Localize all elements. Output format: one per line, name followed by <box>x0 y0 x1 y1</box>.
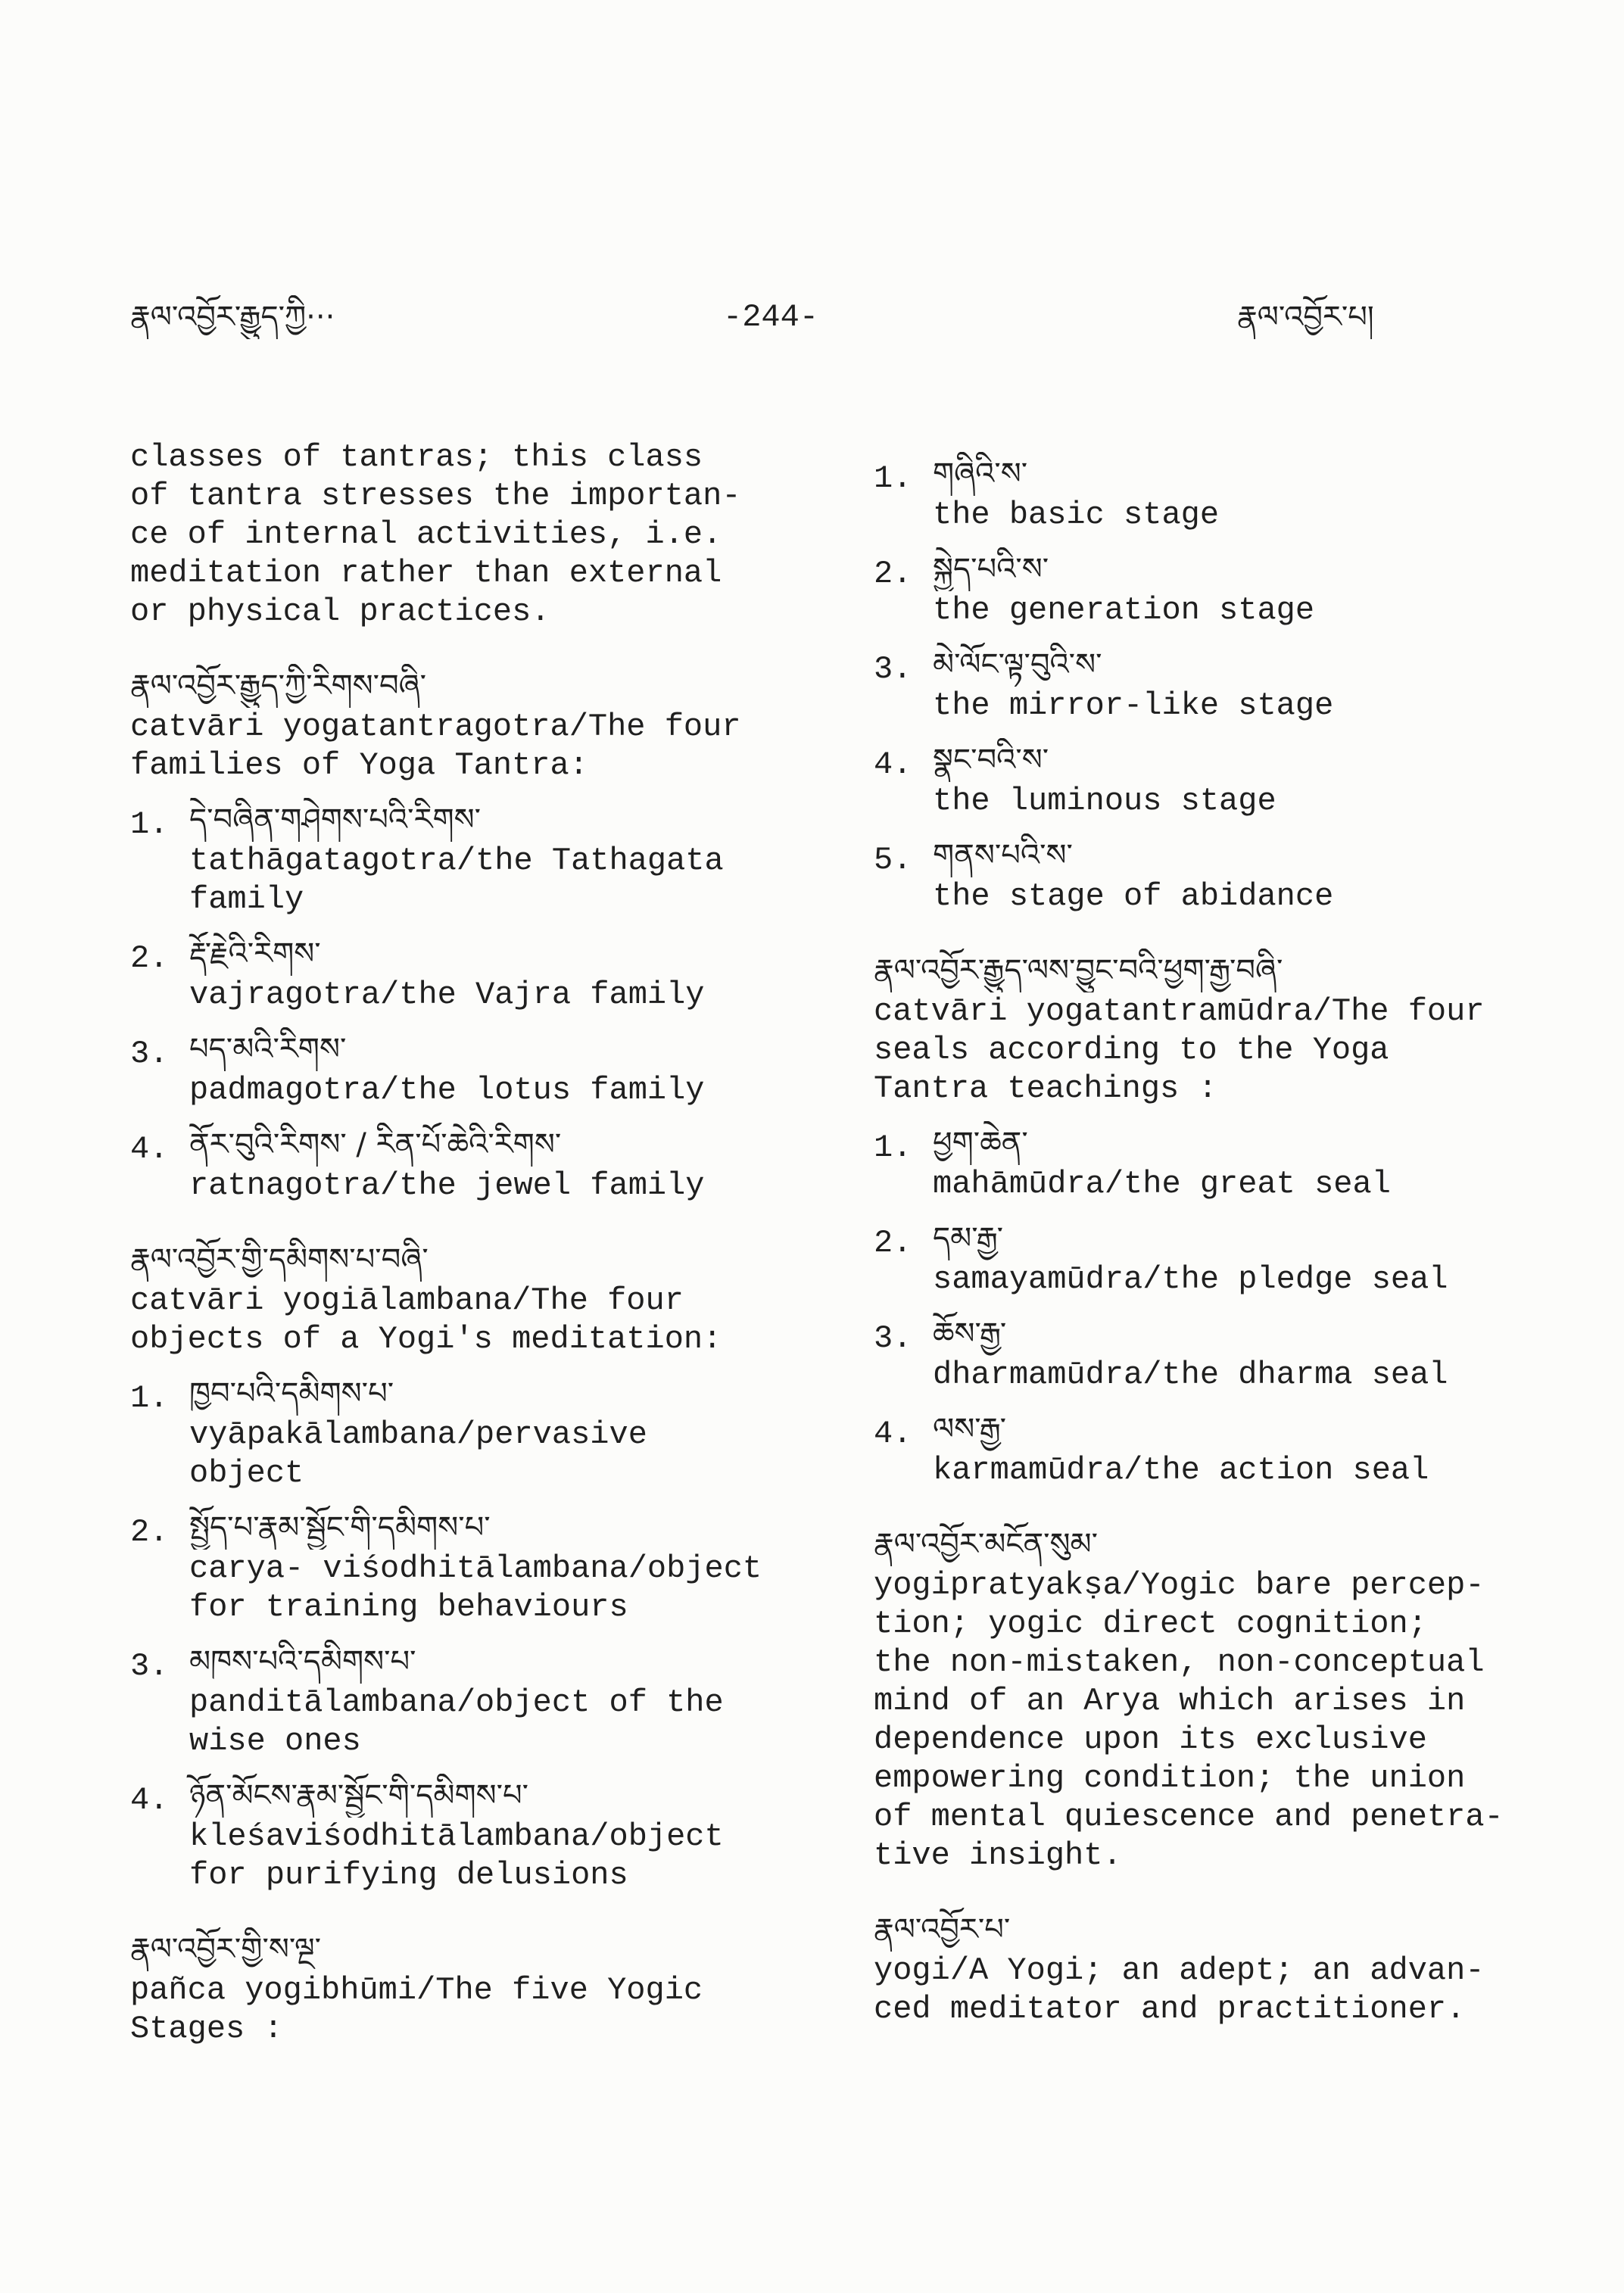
item-gloss-line: mahāmūdra/the great seal <box>933 1166 1391 1202</box>
definition-line: dependence upon its exclusive <box>874 1721 1427 1758</box>
item-gloss-line: panditālambana/object of the <box>189 1684 724 1721</box>
entry-term: རྣལ་འབྱོར་རྒྱུད་ཀྱི་རིགས་བཞི་ <box>130 668 427 703</box>
item-gloss-line: kleśaviśodhitālambana/object <box>189 1818 724 1855</box>
item-number: 2. <box>130 1514 169 1550</box>
definition-line: the non-mistaken, non-conceptual <box>874 1644 1485 1681</box>
entry-term: རྣལ་འབྱོར་པ་ <box>874 1912 1011 1947</box>
item-number: 2. <box>874 556 912 591</box>
item-term: ནོར་བུའི་རིགས་ / རིན་པོ་ཆེའི་རིགས་ <box>189 1127 562 1162</box>
item-number: 3. <box>874 651 912 687</box>
continued-text-line: classes of tantras; this class <box>130 439 703 475</box>
definition-line: families of Yoga Tantra: <box>130 747 588 784</box>
item-term: མཁས་པའི་དམིགས་པ་ <box>189 1644 416 1679</box>
list-item-heading <box>874 1121 1585 1165</box>
item-term: གནས་པའི་ས་ <box>933 838 1073 873</box>
item-term: གཞིའི་ས་ <box>933 456 1028 491</box>
item-term: ལས་རྒྱ་ <box>933 1412 1006 1447</box>
definition-line: catvāri yogiālambana/The four <box>130 1282 684 1319</box>
entry-term: རྣལ་འབྱོར་མངོན་སུམ་ <box>874 1527 1098 1562</box>
list-item-heading <box>130 1774 842 1818</box>
list-item-heading <box>874 738 1585 782</box>
list-item-heading <box>874 452 1585 496</box>
item-gloss-line: family <box>189 881 304 918</box>
item-gloss-line: tathāgatagotra/the Tathagata <box>189 843 724 879</box>
list-item-heading <box>130 798 842 842</box>
list-item-heading <box>874 1407 1585 1451</box>
list-item-heading <box>130 1372 842 1416</box>
continued-text-line: of tantra stresses the importan- <box>130 478 741 514</box>
item-gloss-line: padmagotra/the lotus family <box>189 1072 705 1108</box>
item-number: 4. <box>130 1131 169 1167</box>
item-gloss-line: the luminous stage <box>933 783 1276 819</box>
entry-term: རྣལ་འབྱོར་གྱི་ས་ལྔ་ <box>130 1932 322 1967</box>
item-number: 4. <box>130 1782 169 1818</box>
entry-term: རྣལ་འབྱོར་གྱི་དམིགས་པ་བཞི་ <box>130 1242 429 1277</box>
item-number: 4. <box>874 746 912 782</box>
item-term: ཁྱབ་པའི་དམིགས་པ་ <box>189 1376 394 1411</box>
item-term: པད་མའི་རིགས་ <box>189 1032 347 1067</box>
item-gloss-line: for purifying delusions <box>189 1857 628 1893</box>
running-head-left: རྣལ་འབྱོར་རྒྱུད་ཀྱི··· <box>130 300 335 335</box>
running-head-right: རྣལ་འབྱོར་པ། <box>1237 300 1374 335</box>
item-gloss-line: the stage of abidance <box>933 878 1334 914</box>
item-gloss-line: vajragotra/the Vajra family <box>189 977 705 1013</box>
definition-line: empowering condition; the union <box>874 1760 1466 1796</box>
item-gloss-line: the basic stage <box>933 497 1220 533</box>
item-term: སྤྱོད་པ་རྣམ་སྦྱོང་གི་དམིགས་པ་ <box>189 1510 491 1545</box>
definition-line: of mental quiescence and penetra- <box>874 1799 1504 1835</box>
item-term: དེ་བཞིན་གཤེགས་པའི་རིགས་ <box>189 802 481 837</box>
left-column <box>130 438 842 2048</box>
item-gloss-line: carya- viśodhitālambana/object <box>189 1550 762 1587</box>
entry-term: རྣལ་འབྱོར་རྒྱུད་ལས་བྱུང་བའི་ཕྱག་རྒྱ་བཞི་ <box>874 953 1283 988</box>
definition-line: catvāri yogatantragotra/The four <box>130 709 741 745</box>
list-item-heading <box>130 1027 842 1071</box>
definition-line: seals according to the Yoga <box>874 1032 1389 1068</box>
definition-line: mind of an Arya which arises in <box>874 1683 1466 1719</box>
item-gloss-line: the mirror-like stage <box>933 687 1334 724</box>
definition-line: tive insight. <box>874 1837 1122 1874</box>
item-number: 1. <box>130 1380 169 1416</box>
item-gloss-line: for training behaviours <box>189 1589 628 1625</box>
list-item-heading <box>874 547 1585 591</box>
list-item-heading <box>130 1506 842 1550</box>
item-term: སྐྱེད་པའི་ས་ <box>933 552 1049 587</box>
definition-line: ced meditator and practitioner. <box>874 1991 1466 2027</box>
definition-line: objects of a Yogi's meditation: <box>130 1321 722 1357</box>
item-term: སྣང་བའི་ས་ <box>933 743 1049 777</box>
continued-text-line: ce of internal activities, i.e. <box>130 516 722 553</box>
item-number: 1. <box>874 1129 912 1165</box>
item-number: 1. <box>874 460 912 496</box>
list-item-heading <box>130 1123 842 1167</box>
item-term: དམ་རྒྱ་ <box>933 1221 1003 1256</box>
item-term: ཉོན་མོངས་རྣམ་སྦྱོང་གི་དམིགས་པ་ <box>189 1778 529 1813</box>
item-gloss-line: samayamūdra/the pledge seal <box>933 1261 1448 1298</box>
right-column <box>874 452 1585 2029</box>
definition-line: tion; yogic direct cognition; <box>874 1606 1427 1642</box>
list-item-heading <box>874 1217 1585 1260</box>
item-number: 5. <box>874 842 912 877</box>
item-gloss-line: karmamūdra/the action seal <box>933 1452 1429 1488</box>
item-term: ཕྱག་ཆེན་ <box>933 1126 1028 1161</box>
page-number: -244- <box>723 299 819 335</box>
list-item-heading <box>130 932 842 976</box>
item-number: 1. <box>130 806 169 842</box>
definition-line: catvāri yogatantramūdra/The four <box>874 993 1485 1030</box>
item-number: 3. <box>130 1036 169 1071</box>
item-gloss-line: wise ones <box>189 1723 361 1759</box>
continued-text-line: meditation rather than external <box>130 555 722 591</box>
item-number: 4. <box>874 1416 912 1451</box>
item-gloss-line: ratnagotra/the jewel family <box>189 1167 705 1204</box>
definition-line: yogi/A Yogi; an adept; an advan- <box>874 1952 1485 1989</box>
item-gloss-line: object <box>189 1455 304 1491</box>
item-number: 3. <box>874 1320 912 1356</box>
list-item-heading <box>874 1312 1585 1356</box>
item-gloss-line: vyāpakālambana/pervasive <box>189 1416 647 1453</box>
item-gloss-line: dharmamūdra/the dharma seal <box>933 1357 1448 1393</box>
list-item-heading <box>130 1640 842 1684</box>
list-item-heading <box>874 643 1585 687</box>
continued-text-line: or physical practices. <box>130 594 550 630</box>
definition-line: Stages : <box>130 2011 283 2047</box>
definition-line: Tantra teachings : <box>874 1070 1217 1107</box>
item-number: 3. <box>130 1648 169 1684</box>
item-term: རྡོ་རྗེའི་རིགས་ <box>189 936 321 971</box>
item-number: 2. <box>874 1225 912 1260</box>
item-term: ཆོས་རྒྱ་ <box>933 1316 1007 1351</box>
definition-line: yogipratyakṣa/Yogic bare percep- <box>874 1567 1485 1603</box>
item-gloss-line: the generation stage <box>933 592 1315 628</box>
list-item-heading <box>874 833 1585 877</box>
item-term: མེ་ལོང་ལྟ་བུའི་ས་ <box>933 647 1102 682</box>
definition-line: pañca yogibhūmi/The five Yogic <box>130 1972 703 2008</box>
item-number: 2. <box>130 940 169 976</box>
